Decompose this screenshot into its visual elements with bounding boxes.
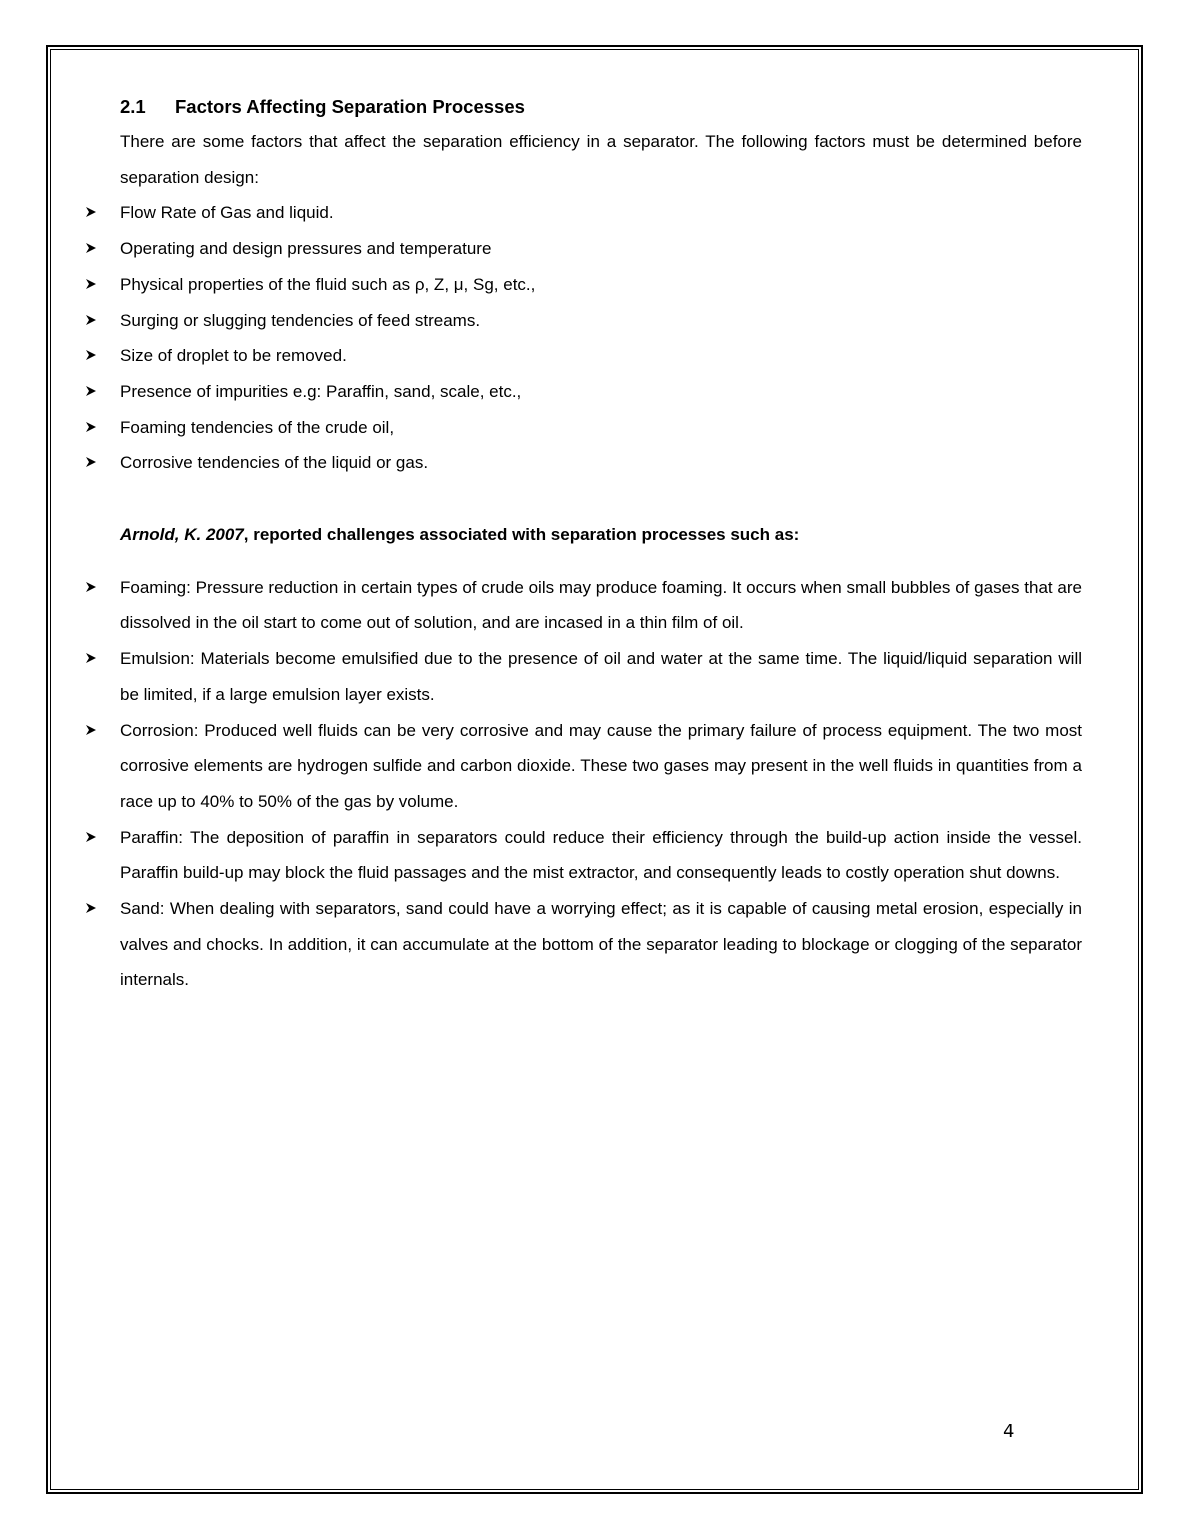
list-item-text: Physical properties of the fluid such as ρ, Z, μ, Sg, etc., — [120, 274, 536, 294]
document-body — [120, 92, 1082, 998]
list-item-text: Foaming tendencies of the crude oil, — [120, 417, 395, 437]
page-number: 4 — [1003, 1421, 1015, 1442]
arrow-bullet-icon — [85, 231, 99, 266]
arrow-bullet-icon — [85, 713, 99, 748]
factors-list — [120, 195, 1082, 481]
list-item — [120, 445, 1082, 481]
list-item — [120, 374, 1082, 410]
list-item — [120, 820, 1082, 891]
list-item — [120, 570, 1082, 641]
challenges-list — [120, 570, 1082, 998]
arrow-bullet-icon — [85, 891, 99, 926]
list-item-text: Operating and design pressures and temperature — [120, 239, 492, 259]
arrow-bullet-icon — [85, 267, 99, 302]
list-item-text: Flow Rate of Gas and liquid. — [120, 203, 334, 223]
arrow-bullet-icon — [85, 374, 99, 409]
list-item — [120, 641, 1082, 712]
list-item — [120, 195, 1082, 231]
arrow-bullet-icon — [85, 195, 99, 230]
section-heading — [120, 92, 1082, 122]
list-item — [120, 410, 1082, 446]
list-item — [120, 338, 1082, 374]
list-item-text: Corrosion: Produced well fluids can be very corrosive and may cause the primary failure of process equipment. The two most corrosive elements are hydrogen sulfide and carbon dioxide. These two gases may present in the well fluids in quantities from a race up to 40% to 50% of the gas by volume. — [120, 720, 1082, 811]
section-title: Factors Affecting Separation Processes — [175, 96, 525, 117]
list-item-text: Emulsion: Materials become emulsified due to the presence of oil and water at the same time. The liquid/liquid separation will be limited, if a large emulsion layer exists. — [120, 649, 1082, 704]
list-item-text: Paraffin: The deposition of paraffin in separators could reduce their efficiency through the build-up action inside the vessel. Paraffin build-up may block the fluid passages and the mist extractor, and consequently leads to costly operation shut downs. — [120, 827, 1082, 883]
list-item — [120, 231, 1082, 267]
arrow-bullet-icon — [85, 338, 99, 373]
list-item — [120, 267, 1082, 303]
citation-text: , reported challenges associated with separation processes such as: — [243, 525, 800, 545]
intro-paragraph: There are some factors that affect the separation efficiency in a separator. The following factors must be determined before separation design: — [120, 132, 1082, 187]
citation-author: Arnold, K. 2007 — [120, 525, 244, 545]
arrow-bullet-icon — [85, 445, 99, 480]
arrow-bullet-icon — [85, 410, 99, 445]
list-item — [120, 891, 1082, 998]
list-item-text: Corrosive tendencies of the liquid or gas. — [120, 453, 429, 473]
arrow-bullet-icon — [85, 303, 99, 338]
spacer — [120, 481, 1082, 517]
list-item-text: Surging or slugging tendencies of feed streams. — [120, 310, 481, 330]
list-item-text: Sand: When dealing with separators, sand could have a worrying effect; as it is capable of causing metal erosion, especially in valves and chocks. In addition, it can accumulate at the bottom of the separator leading to blockage or clogging of the separator internals. — [120, 899, 1082, 990]
list-item — [120, 303, 1082, 339]
arrow-bullet-icon — [85, 641, 99, 676]
list-item-text: Foaming: Pressure reduction in certain types of crude oils may produce foaming. It occurs when small bubbles of gases that are dissolved in the oil start to come out of solution, and are incased in a thin film of oil. — [120, 577, 1082, 633]
arrow-bullet-icon — [85, 820, 99, 855]
citation-line — [120, 517, 1082, 553]
list-item-text: Size of droplet to be removed. — [120, 346, 347, 366]
list-item-text: Presence of impurities e.g: Paraffin, sand, scale, etc., — [120, 381, 522, 401]
section-number: 2.1 — [120, 96, 146, 117]
spacer — [120, 553, 1082, 570]
arrow-bullet-icon — [85, 570, 99, 605]
list-item — [120, 713, 1082, 820]
